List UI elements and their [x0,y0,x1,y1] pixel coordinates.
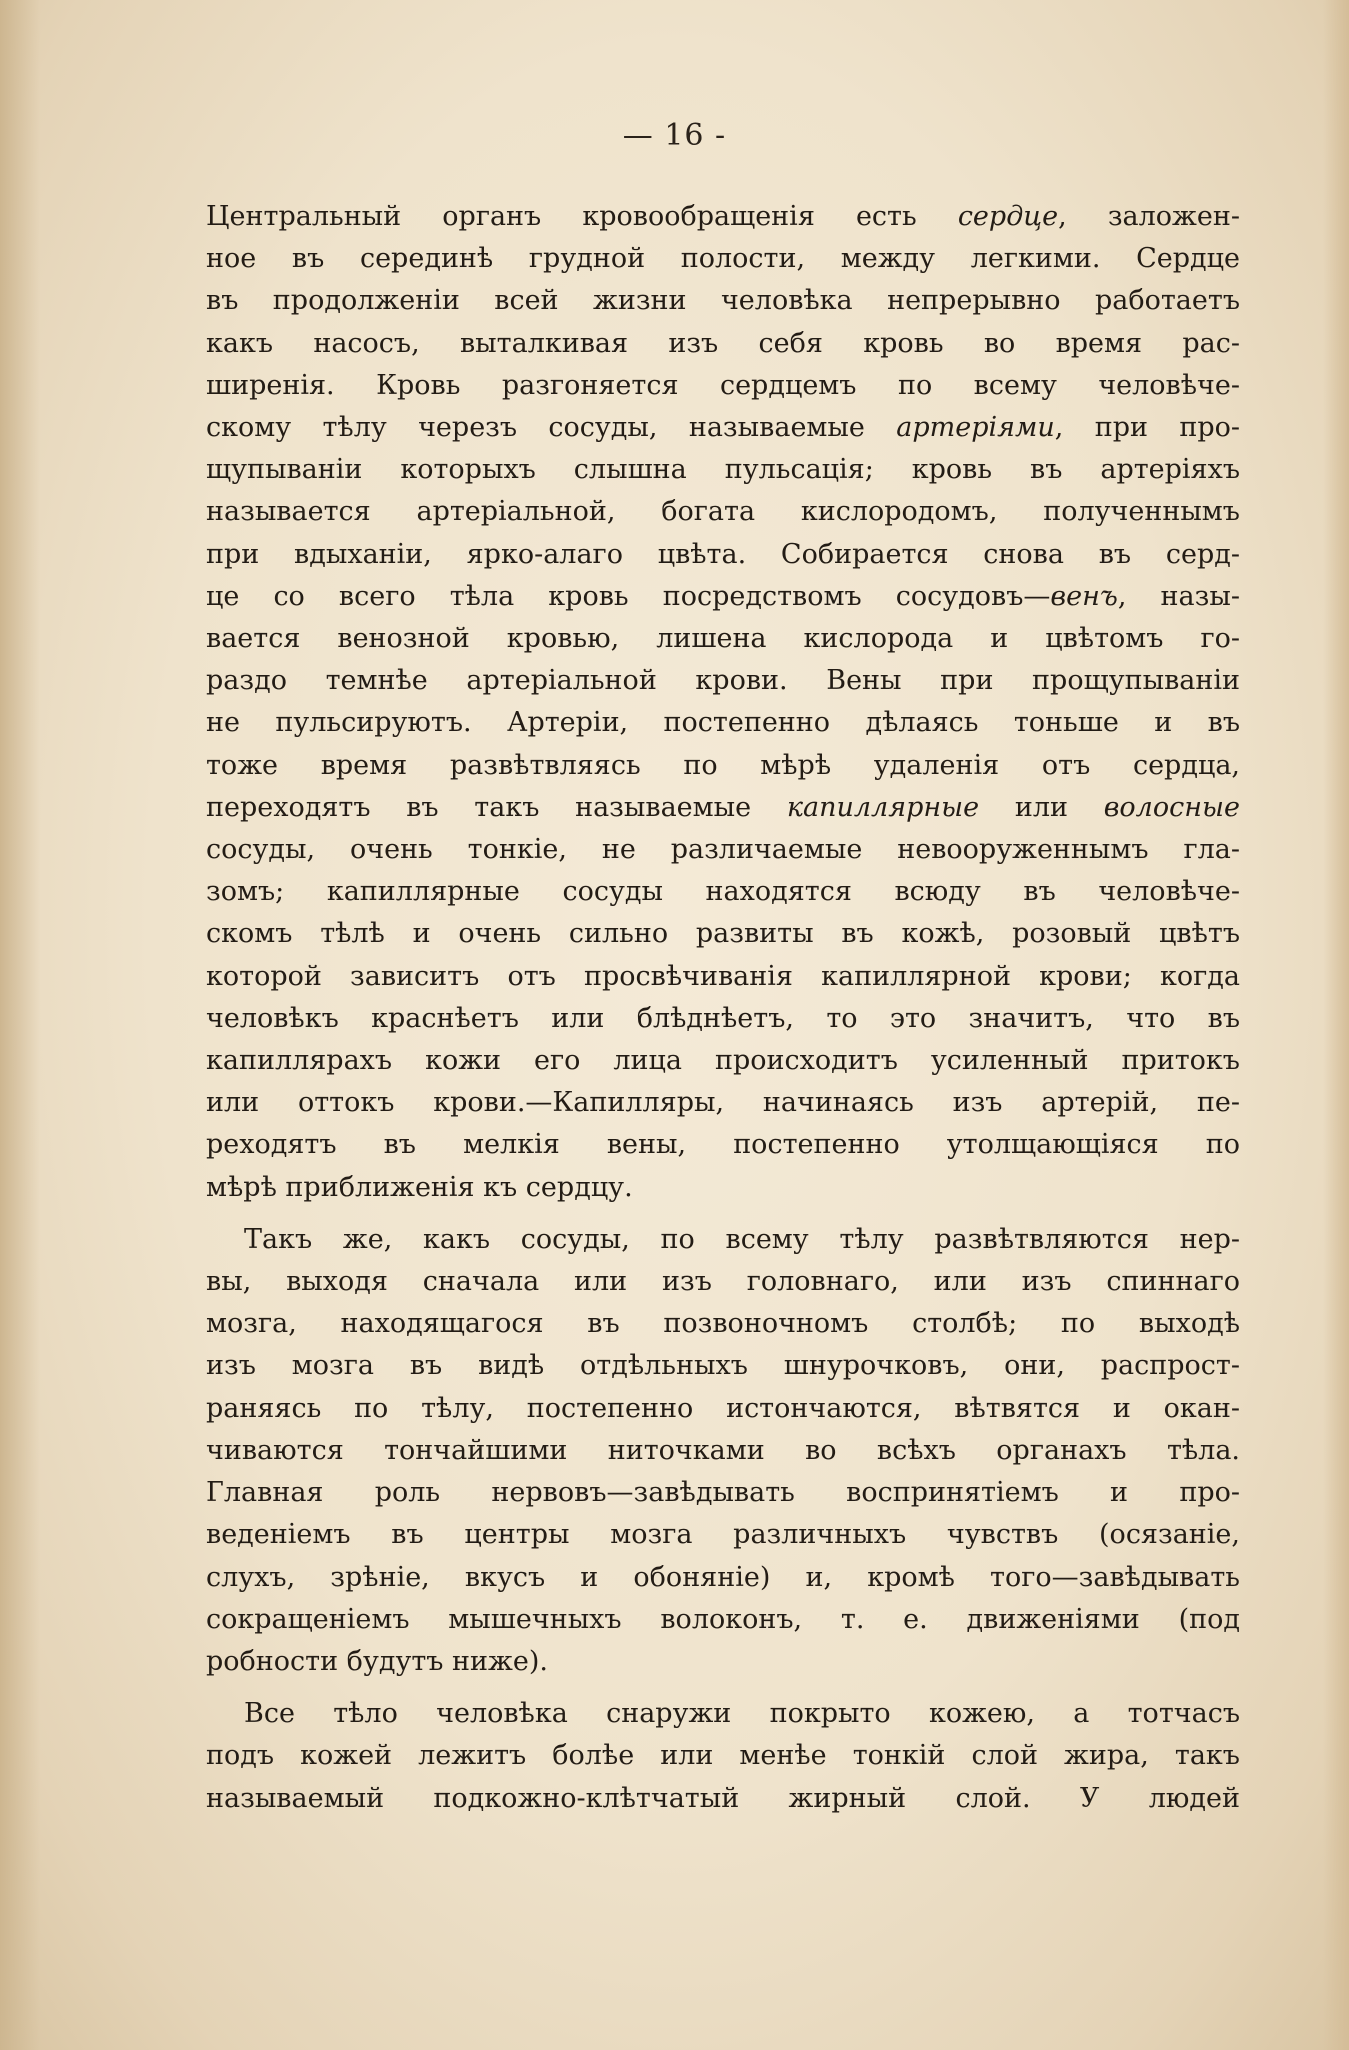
text-run: изъ мозга въ видѣ отдѣльныхъ шнурочковъ, они, распрост- [206,1350,1240,1382]
body-text [206,196,1240,1820]
text-line [206,534,1240,576]
text-run: называемый подкожно-клѣтчатый жирный слой. У людей [206,1782,1240,1814]
text-run: Такъ же, какъ сосуды, по всему тѣлу развѣтвляются нер- [244,1223,1240,1255]
text-line [206,1514,1240,1556]
text-run: реходятъ въ мелкія вены, постепенно утолщающіяся по [206,1129,1240,1161]
text-run: слухъ, зрѣніе, вкусъ и обоняніе) и, кромѣ того—завѣдывать [206,1561,1240,1593]
text-line [206,491,1240,533]
text-run: це со всего тѣла кровь посредствомъ сосудовъ— [206,580,1051,612]
text-run: раняясь по тѣлу, постепенно истончаются, вѣтвятся и окан- [206,1392,1240,1424]
text-run: человѣкъ краснѣетъ или блѣднѣетъ, то это значитъ, что въ [206,1002,1240,1034]
italic-term: артеріями [896,412,1055,444]
text-line [206,1303,1240,1345]
text-run: Главная роль нервовъ—завѣдывать воспринятіемъ и про- [206,1477,1240,1509]
text-line [206,956,1240,998]
text-run: какъ насосъ, выталкивая изъ себя кровь во время рас- [206,327,1240,359]
text-line [206,323,1240,365]
text-line [206,1040,1240,1082]
italic-term: сердце [957,201,1059,232]
text-line [206,1345,1240,1387]
text-line [206,660,1240,702]
text-line [206,1261,1240,1303]
text-line [206,618,1240,660]
text-run: Все тѣло человѣка снаружи покрыто кожею, а тотчасъ [244,1698,1240,1730]
paragraph [206,1219,1240,1683]
text-line [206,998,1240,1040]
text-run: тоже время развѣтвляясь по мѣрѣ удаленія отъ сердца, [206,749,1240,781]
text-line [206,1557,1240,1599]
text-line [206,196,1240,238]
text-line [206,871,1240,913]
text-run: робности будутъ ниже). [206,1645,548,1677]
text-line [206,1430,1240,1472]
text-run: веденіемъ въ центры мозга различныхъ чувствъ (осязаніе, [206,1519,1240,1551]
text-run: въ продолженіи всей жизни человѣка непрерывно работаетъ [206,285,1240,317]
text-line [206,1219,1240,1261]
text-line [206,1124,1240,1166]
text-line [206,1082,1240,1124]
text-run: сокращеніемъ мышечныхъ волоконъ, т. е. движеніями (под [206,1603,1240,1635]
italic-term: волосные [1103,791,1240,823]
paragraph [206,1693,1240,1820]
text-run: капиллярахъ кожи его лица происходитъ усиленный притокъ [206,1045,1240,1077]
text-run: щупываніи которыхъ слышна пульсація; кровь въ артеріяхъ [206,454,1240,486]
text-line [206,1388,1240,1430]
text-line [206,787,1240,829]
text-run: называется артеріальной, богата кислородомъ, полученнымъ [206,496,1240,528]
text-line [206,1778,1240,1820]
text-line [206,1472,1240,1514]
text-run: переходятъ въ такъ называемые [206,791,787,823]
text-run: ширенія. Кровь разгоняется сердцемъ по всему человѣче- [206,369,1240,401]
text-line [206,449,1240,491]
text-line [206,1735,1240,1777]
text-line [206,280,1240,322]
text-line [206,745,1240,787]
text-run: , назы- [1117,580,1240,612]
text-line [206,829,1240,871]
paragraph-gap [206,1683,1240,1693]
italic-term: венъ [1050,580,1118,612]
text-line [206,576,1240,618]
text-run: зомъ; капиллярные сосуды находятся всюду въ человѣче- [206,876,1240,908]
text-line [206,702,1240,744]
paragraph [206,196,1240,1209]
text-run: мозга, находящагося въ позвоночномъ столбѣ; по выходѣ [206,1308,1240,1340]
text-run: подъ кожей лежитъ болѣе или менѣе тонкій слой жира, такъ [206,1740,1240,1772]
text-run: вы, выходя сначала или изъ головнаго, или изъ спиннаго [206,1266,1240,1298]
text-run: скомъ тѣлѣ и очень сильно развиты въ кожѣ, розовый цвѣтъ [206,918,1240,950]
text-run: или [979,791,1104,823]
italic-term: капиллярные [786,791,980,823]
text-run: Центральный органъ кровообращенія есть [206,201,958,232]
text-run: не пульсируютъ. Артеріи, постепенно дѣлаясь тоньше и въ [206,707,1240,739]
paragraph-gap [206,1209,1240,1219]
text-line [206,1167,1240,1209]
text-run: скому тѣлу черезъ сосуды, называемые [206,412,897,444]
text-run: сосуды, очень тонкіе, не различаемые невооруженнымъ гла- [206,834,1240,866]
text-run: при вдыханіи, ярко-алаго цвѣта. Собирается снова въ серд- [206,538,1240,570]
text-run: мѣрѣ приближенія къ сердцу. [206,1171,633,1203]
text-run: или оттокъ крови.—Капилляры, начинаясь изъ артерій, пе- [206,1087,1240,1119]
text-run: ное въ серединѣ грудной полости, между легкими. Сердце [206,243,1240,275]
text-line [206,1641,1240,1683]
text-run: вается венозной кровью, лишена кислорода и цвѣтомъ го- [206,623,1240,655]
text-run: которой зависитъ отъ просвѣчиванія капиллярной крови; когда [206,960,1240,992]
page-number: — 16 - [622,118,727,153]
text-run: , при про- [1054,412,1240,444]
text-line [206,365,1240,407]
text-line [206,1693,1240,1735]
text-line [206,913,1240,955]
text-run: раздо темнѣе артеріальной крови. Вены при прощупываніи [206,665,1240,697]
text-line [206,407,1240,449]
text-run: , заложен- [1058,201,1240,232]
text-line [206,238,1240,280]
text-run: чиваются тончайшими ниточками во всѣхъ органахъ тѣла. [206,1434,1240,1466]
text-line [206,1599,1240,1641]
